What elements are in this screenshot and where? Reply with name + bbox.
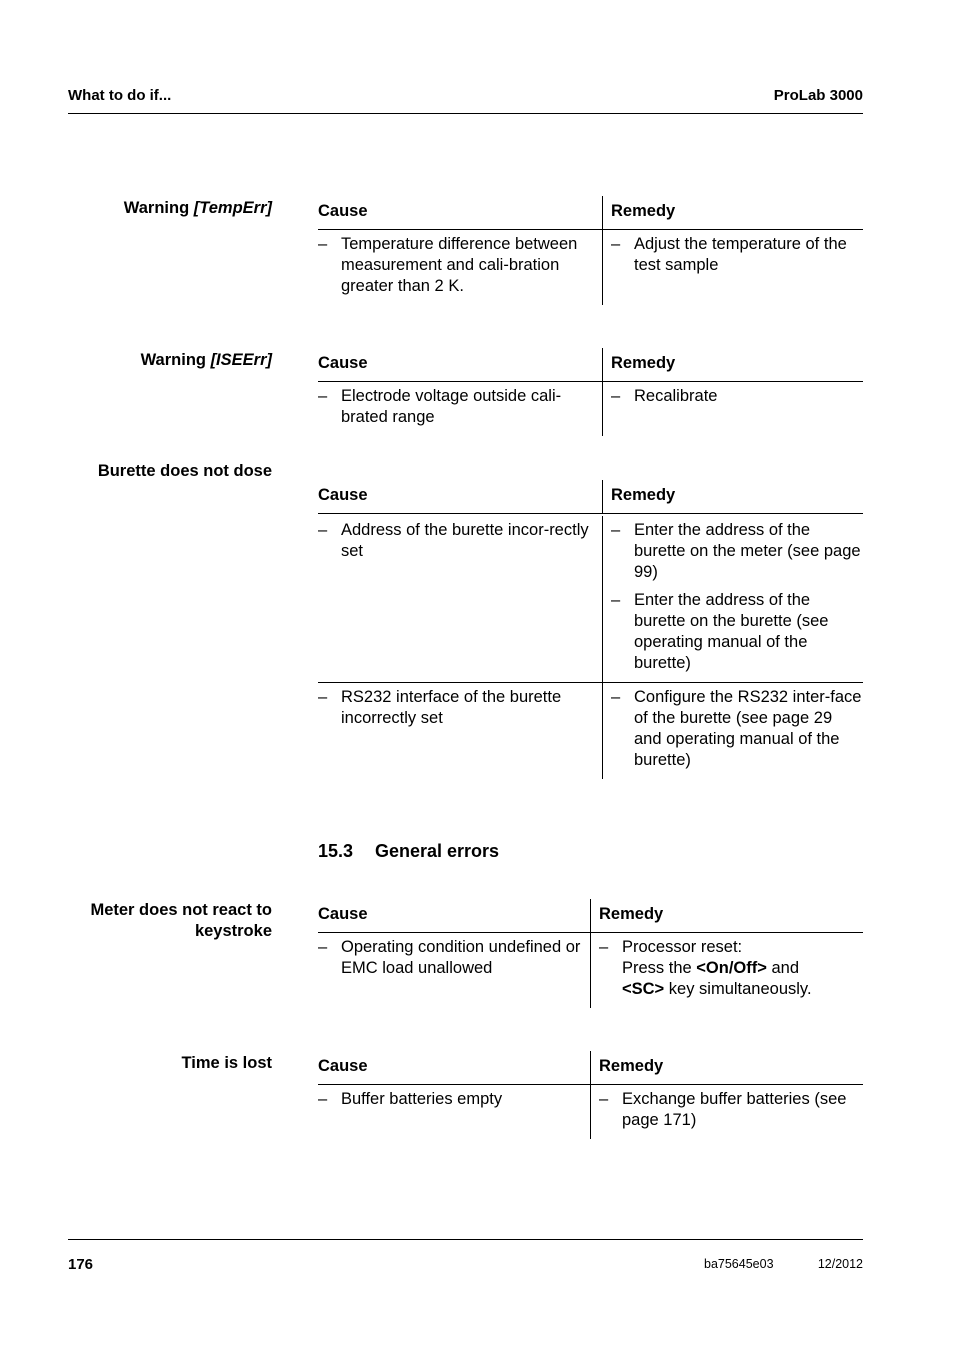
remedy-header: Remedy (590, 1051, 863, 1084)
label-temperr: Warning [TempErr] (123, 199, 272, 217)
table-time (318, 1051, 863, 1139)
header-rule (68, 113, 863, 114)
remedy-header: Remedy (602, 480, 863, 513)
remedy-item: – Exchange buffer batteries (see page 171) (599, 1090, 847, 1129)
cause-item: – Temperature difference between measurement and cali-bration greater than 2 K. (318, 235, 578, 295)
table-keystroke (318, 899, 863, 1008)
label-time: Time is lost (181, 1054, 272, 1072)
cause-item: – Operating condition undefined or EMC load unallowed (318, 938, 581, 977)
cause-header: Cause (318, 202, 368, 220)
remedy-item: – Processor reset: Press the <On/Off> and <SC> key simultaneously. (599, 938, 812, 998)
remedy-header: Remedy (602, 196, 863, 229)
remedy-item: – Enter the address of the burette on the burette (see operating manual of the burette) (611, 591, 829, 672)
label-keystroke: Meter does not react to keystroke (90, 901, 272, 940)
key-on-off: <On/Off> (696, 959, 767, 977)
cause-header: Cause (318, 354, 368, 372)
document-date: 12/2012 (817, 1257, 863, 1271)
document-id: ba75645e03 (704, 1257, 774, 1271)
remedy-header: Remedy (590, 899, 863, 932)
running-header-left: What to do if... (68, 87, 172, 104)
section-heading: 15.3 General errors (318, 841, 500, 861)
cause-header: Cause (318, 1057, 368, 1075)
page-number: 176 (68, 1256, 94, 1273)
running-header-right: ProLab 3000 (773, 87, 863, 104)
cause-header: Cause (318, 486, 368, 504)
table-burette (318, 480, 863, 779)
cause-header: Cause (318, 905, 368, 923)
footer-rule (68, 1239, 863, 1240)
label-iseerr: Warning [ISEErr] (140, 351, 272, 369)
table-iseerr (318, 348, 863, 436)
remedy-item: – Configure the RS232 inter-face of the burette (see page 29 and operating manual of the burette) (611, 688, 862, 769)
cause-item: – Address of the burette incor-rectly set (318, 521, 589, 560)
cause-item: – RS232 interface of the burette incorrectly set (318, 688, 562, 727)
remedy-item: – Recalibrate (611, 387, 718, 405)
key-sc: <SC> (622, 980, 665, 998)
remedy-header: Remedy (602, 348, 863, 381)
remedy-item: – Adjust the temperature of the test sample (611, 235, 847, 274)
cause-item: – Buffer batteries empty (318, 1090, 503, 1108)
label-burette: Burette does not dose (97, 462, 272, 480)
table-temperr (318, 196, 863, 305)
remedy-item: – Enter the address of the burette on the meter (see page 99) (611, 521, 861, 581)
cause-item: – Electrode voltage outside cali-brated range (318, 387, 562, 426)
